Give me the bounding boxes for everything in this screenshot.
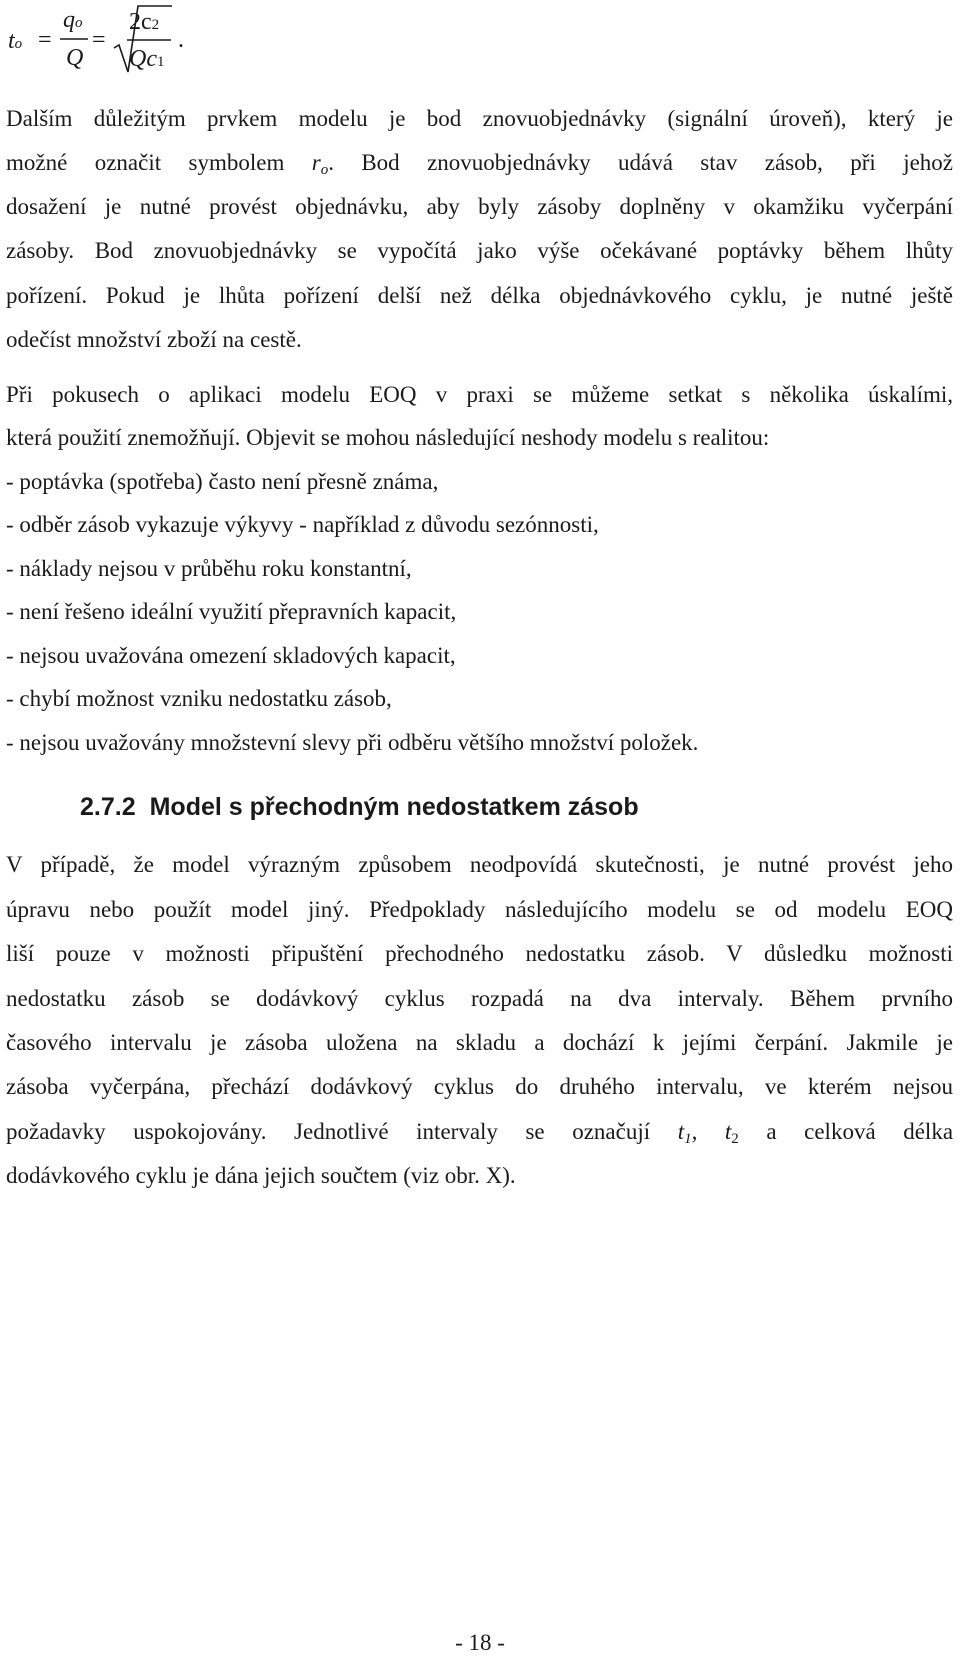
section-title: Model s přechodným nedostatkem zásob [149, 793, 639, 821]
formula-frac2-denominator: Qc1 [129, 46, 165, 72]
paragraph-3-line-6: zásoba vyčerpána, přechází dodávkový cyklus do druhého intervalu, ve kterém nejsou [6, 1074, 953, 1099]
formula-frac1-numerator: qo [63, 7, 83, 33]
formula-equals: = [38, 27, 52, 53]
list-item: - náklady nejsou v průběhu roku konstantní, [6, 556, 412, 581]
list-item: - odběr zásob vykazuje výkyvy - například z důvodu sezónnosti, [6, 512, 599, 537]
formula-period: . [178, 27, 184, 53]
section-heading [80, 790, 639, 824]
list-item: - chybí možnost vzniku nedostatku zásob, [6, 686, 392, 711]
paragraph-3-line-1: V případě, že model výrazným způsobem neodpovídá skutečnosti, je nutné provést jeho [6, 852, 953, 877]
formula-equals-2: = [92, 27, 106, 53]
formula-frac1-bar [60, 38, 90, 41]
eoq-cycle-formula [8, 4, 208, 76]
paragraph-2-line-2: která použití znemožňují. Objevit se mohou následující neshody modelu s realitou: [6, 425, 770, 450]
paragraph-3-line-3: liší pouze v možnosti připuštění přechodného nedostatku zásob. V důsledku možnosti [6, 941, 953, 966]
paragraph-1-line-3: dosažení je nutné provést objednávku, aby byly zásoby doplněny v okamžiku vyčerpání [6, 194, 953, 219]
paragraph-3-line-5: časového intervalu je zásoba uložena na skladu a dochází k jejími čerpání. Jakmile je [6, 1030, 953, 1055]
paragraph-2-line-1: Při pokusech o aplikaci modelu EOQ v praxi se můžeme setkat s několika úskalími, [6, 382, 953, 407]
list-item: - nejsou uvažovány množstevní slevy při odběru většího množství položek. [6, 730, 699, 755]
paragraph-1-line-2: možné označit symbolem $r_o$. Bod znovuobjednávky udává stav zásob, při jehož [6, 150, 954, 178]
paragraph-1-line-5: pořízení. Pokud je lhůta pořízení delší než délka objednávkového cyklu, je nutné ještě [6, 283, 953, 308]
paragraph-3-line-4: nedostatku zásob se dodávkový cyklus rozpadá na dva intervaly. Během prvního [6, 986, 953, 1011]
formula-lhs: to [8, 28, 23, 54]
section-number: 2.7.2 [80, 793, 136, 821]
formula-frac1-denominator: Q [66, 45, 84, 71]
formula-frac2-bar [127, 39, 173, 42]
paragraph-3-line-7: požadavky uspokojovány. Jednotlivé intervaly se označují $t_1$, $t_2$ a celková délka [6, 1119, 954, 1147]
page-number: - 18 - [455, 1630, 505, 1655]
paragraph-1-line-1: Dalším důležitým prvkem modelu je bod znovuobjednávky (signální úroveň), který je [6, 106, 953, 131]
list-item: - není řešeno ideální využití přepravních kapacit, [6, 599, 457, 624]
formula-frac2-numerator: 2c2 [129, 9, 160, 35]
paragraph-1-line-6: odečíst množství zboží na cestě. [6, 327, 302, 352]
paragraph-3-line-8: dodávkového cyklu je dána jejich součtem (viz obr. X). [6, 1163, 516, 1188]
list-item: - poptávka (spotřeba) často není přesně známa, [6, 469, 439, 494]
paragraph-1-line-4: zásoby. Bod znovuobjednávky se vypočítá jako výše očekávané poptávky během lhůty [6, 238, 953, 263]
list-item: - nejsou uvažována omezení skladových kapacit, [6, 643, 456, 668]
paragraph-3-line-2: úpravu nebo použít model jiný. Předpoklady následujícího modelu se od modelu EOQ [6, 897, 953, 922]
